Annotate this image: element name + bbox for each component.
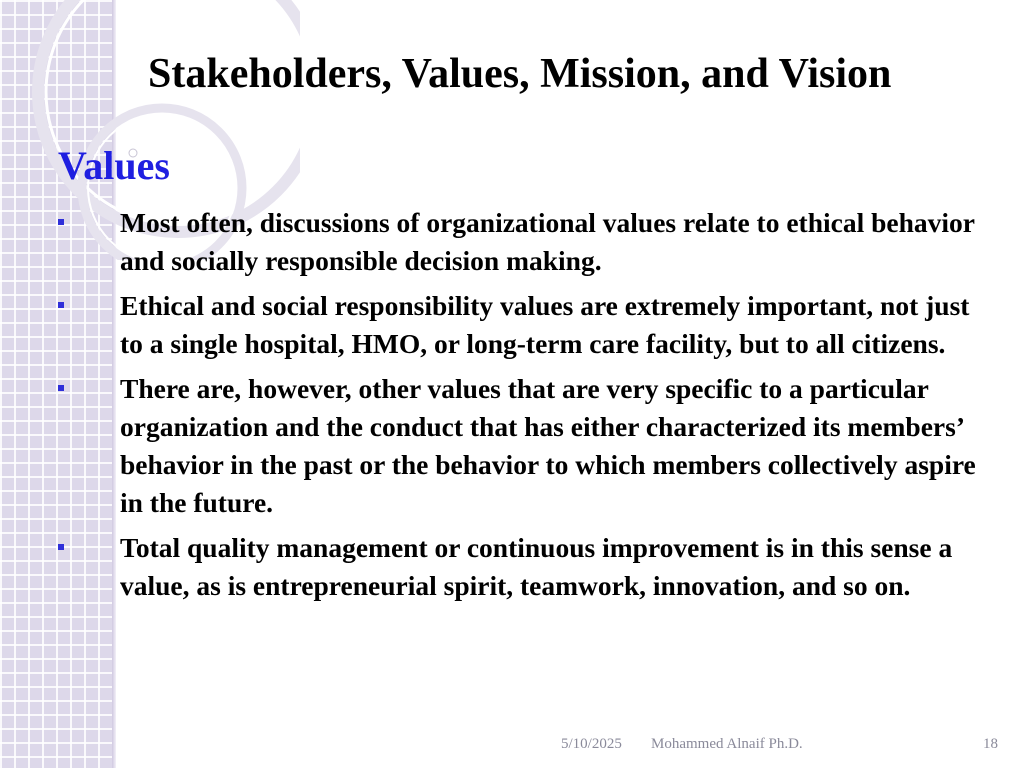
bullet-text: There are, however, other values that are very specific to a particular organization and the conduct that has either characterized its members’ behavior in the past or the behavior to which members collectively aspire in the future. [120,373,976,518]
page-number: 18 [983,736,998,752]
bullet-item [58,529,988,605]
bullet-text: Most often, discussions of organizational values relate to ethical behavior and socially responsible decision making. [120,207,975,276]
bullet-item [58,287,988,363]
square-bullet-icon [58,219,64,225]
bullet-list [58,204,988,612]
footer-date: 5/10/2025 [561,736,622,752]
bullet-item [58,370,988,522]
bullet-item [58,204,988,280]
bullet-text: Total quality management or continuous improvement is in this sense a value, as is entrepreneurial spirit, teamwork, innovation, and so on. [120,532,953,601]
section-heading: Values [58,143,170,188]
square-bullet-icon [58,544,64,550]
square-bullet-icon [58,302,64,308]
bullet-text: Ethical and social responsibility values are extremely important, not just to a single hospital, HMO, or long-term care facility, but to all citizens. [120,290,970,359]
slide-title: Stakeholders, Values, Mission, and Vision [148,51,892,97]
square-bullet-icon [58,385,64,391]
footer-author: Mohammed Alnaif Ph.D. [651,736,803,752]
